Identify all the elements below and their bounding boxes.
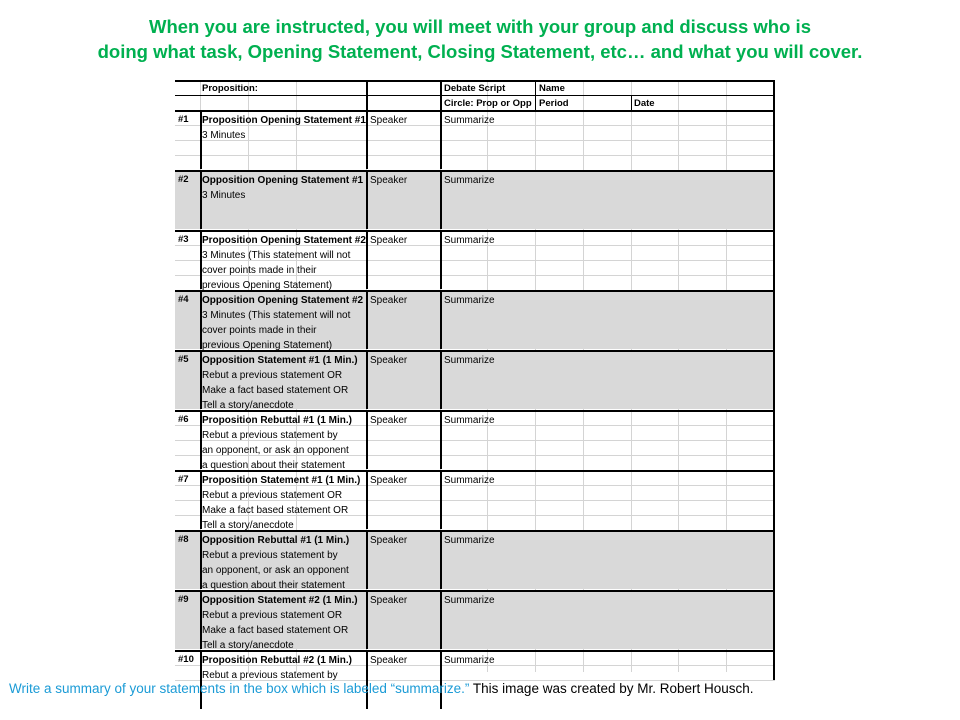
date-label: Date — [634, 98, 655, 109]
statement-description — [202, 173, 367, 203]
instructions-heading-line-1: When you are instructed, you will meet with your group and discuss who is — [149, 16, 811, 37]
statement-block — [175, 530, 773, 589]
statement-title: Proposition Rebuttal #1 (1 Min.) — [202, 415, 353, 426]
statement-description — [202, 233, 367, 293]
statement-block — [175, 590, 773, 649]
statement-detail-line: previous Opening Statement) — [202, 340, 333, 351]
summarize-label: Summarize — [444, 595, 495, 606]
statement-detail-line: 3 Minutes (This statement will not — [202, 250, 351, 261]
statement-detail-line: Tell a story/anecdote — [202, 400, 294, 411]
statement-block — [175, 350, 773, 409]
statement-detail-line: Rebut a previous statement by — [202, 670, 338, 681]
statement-number: #6 — [178, 414, 189, 425]
debate-script-worksheet — [175, 80, 775, 681]
statement-block — [175, 290, 773, 349]
statement-number: #8 — [178, 534, 189, 545]
statement-block — [175, 410, 773, 469]
statement-detail-line: an opponent, or ask an opponent — [202, 445, 349, 456]
statement-title: Opposition Opening Statement #2 — [202, 295, 364, 306]
statement-number: #4 — [178, 294, 189, 305]
statement-number: #2 — [178, 174, 189, 185]
statement-detail-line: Rebut a previous statement OR — [202, 610, 343, 621]
debate-script-label: Debate Script — [444, 83, 506, 94]
statement-detail-line: Rebut a previous statement OR — [202, 490, 343, 501]
statement-number: #5 — [178, 354, 189, 365]
summarize-label: Summarize — [444, 475, 495, 486]
speaker-label: Speaker — [370, 475, 408, 486]
speaker-label: Speaker — [370, 655, 408, 666]
statement-description — [202, 593, 367, 653]
circle-prop-or-opp-label: Circle: Prop or Opp — [444, 98, 532, 109]
speaker-label: Speaker — [370, 295, 408, 306]
summarize-label: Summarize — [444, 295, 495, 306]
statement-block — [175, 110, 773, 169]
statement-detail-line: cover points made in their — [202, 265, 317, 276]
statement-block — [175, 470, 773, 529]
speaker-label: Speaker — [370, 595, 408, 606]
statement-detail-line: cover points made in their — [202, 325, 317, 336]
statement-description — [202, 413, 367, 473]
summarize-label: Summarize — [444, 655, 495, 666]
statement-detail-line: 3 Minutes — [202, 190, 246, 201]
footnote-credit: This image was created by Mr. Robert Housch. — [469, 681, 754, 696]
statement-number: #10 — [178, 654, 194, 665]
footnote — [9, 679, 909, 699]
speaker-label: Speaker — [370, 415, 408, 426]
speaker-label: Speaker — [370, 175, 408, 186]
period-label: Period — [539, 98, 569, 109]
statement-detail-line: Rebut a previous statement by — [202, 430, 338, 441]
statement-title: Opposition Statement #1 (1 Min.) — [202, 355, 358, 366]
statement-title: Proposition Opening Statement #2 — [202, 235, 366, 246]
statement-detail-line: Rebut a previous statement by — [202, 550, 338, 561]
statement-detail-line: a question about their statement — [202, 460, 345, 471]
statement-number: #1 — [178, 114, 189, 125]
statement-detail-line: Make a fact based statement OR — [202, 625, 349, 636]
statement-description — [202, 293, 367, 353]
speaker-label: Speaker — [370, 115, 408, 126]
proposition-label: Proposition: — [202, 83, 258, 94]
statement-title: Opposition Statement #2 (1 Min.) — [202, 595, 358, 606]
summarize-label: Summarize — [444, 175, 495, 186]
statement-detail-line: Make a fact based statement OR — [202, 385, 349, 396]
statement-detail-line: previous Opening Statement) — [202, 280, 333, 291]
statement-number: #3 — [178, 234, 189, 245]
summarize-label: Summarize — [444, 115, 495, 126]
worksheet-header — [175, 80, 773, 110]
statement-description — [202, 533, 367, 593]
instructions-heading — [0, 14, 960, 64]
summarize-label: Summarize — [444, 535, 495, 546]
statement-number: #9 — [178, 594, 189, 605]
speaker-label: Speaker — [370, 235, 408, 246]
statement-detail-line: Rebut a previous statement OR — [202, 370, 343, 381]
summarize-label: Summarize — [444, 355, 495, 366]
instructions-heading-line-2: doing what task, Opening Statement, Closing Statement, etc… and what you will cover. — [97, 41, 863, 62]
statement-block — [175, 230, 773, 289]
statement-description — [202, 353, 367, 413]
statement-title: Opposition Rebuttal #1 (1 Min.) — [202, 535, 350, 546]
statement-description — [202, 473, 367, 533]
statement-detail-line: Make a fact based statement OR — [202, 505, 349, 516]
statement-detail-line: Tell a story/anecdote — [202, 640, 294, 651]
statement-block — [175, 170, 773, 229]
statement-title: Proposition Opening Statement #1 — [202, 115, 366, 126]
summarize-label: Summarize — [444, 235, 495, 246]
speaker-label: Speaker — [370, 535, 408, 546]
statement-title: Opposition Opening Statement #1 — [202, 175, 364, 186]
statement-detail-line: Tell a story/anecdote — [202, 520, 294, 531]
statement-description — [202, 113, 367, 143]
statement-detail-line: 3 Minutes — [202, 130, 246, 141]
statement-number: #7 — [178, 474, 189, 485]
speaker-label: Speaker — [370, 355, 408, 366]
footnote-instruction: Write a summary of your statements in the box which is labeled “summarize.” — [9, 681, 470, 696]
statement-title: Proposition Rebuttal #2 (1 Min.) — [202, 655, 353, 666]
statement-title: Proposition Statement #1 (1 Min.) — [202, 475, 361, 486]
statement-detail-line: 3 Minutes (This statement will not — [202, 310, 351, 321]
statement-detail-line: a question about their statement — [202, 580, 345, 591]
summarize-label: Summarize — [444, 415, 495, 426]
statement-detail-line: an opponent, or ask an opponent — [202, 565, 349, 576]
name-label: Name — [539, 83, 565, 94]
